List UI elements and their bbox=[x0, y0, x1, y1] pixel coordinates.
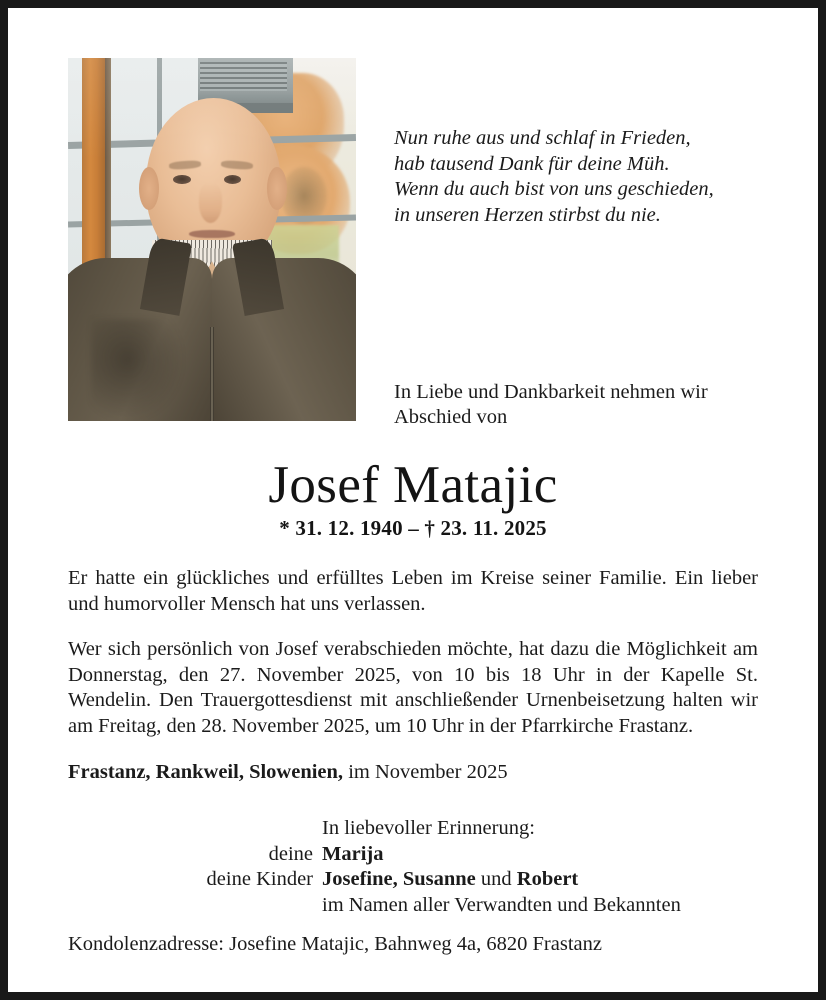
verse-line-2: hab tausend Dank für deine Müh. bbox=[394, 152, 670, 175]
balcony-louvers bbox=[200, 62, 286, 91]
family-block bbox=[68, 816, 758, 918]
family-row-children bbox=[68, 867, 758, 893]
deceased-name: Josef Matajic bbox=[268, 456, 558, 514]
verse-line-3: Wenn du auch bist von uns geschieden, bbox=[394, 178, 714, 200]
family-value-children bbox=[322, 867, 758, 893]
children-name-last: Robert bbox=[516, 868, 579, 890]
body-text bbox=[68, 566, 758, 785]
memorial-verse bbox=[394, 126, 774, 228]
top-section bbox=[8, 8, 818, 428]
spouse-name: Marija bbox=[322, 842, 384, 865]
family-heading-row bbox=[68, 816, 758, 842]
jacket-right-side bbox=[212, 258, 356, 421]
paragraph-funeral-details: Wer sich persönlich von Josef verabschieden möchte, hat dazu die Möglichkeit am Donnerstag, den 27. November 2025, von 10 bis 18 Uhr in der Kapelle St. Wendelin. Den Trauergottesdienst mit anschließender Urnenbeisetzung halten wir am Freitag, den 28. November 2025, um 10 Uhr in der Pfarrkirche Frastanz. bbox=[68, 638, 758, 737]
paragraph-life: Er hatte ein glückliches und erfülltes Leben im Kreise seiner Familie. Ein lieber und humorvoller Mensch hat uns verlassen. bbox=[68, 567, 758, 615]
family-value-spouse bbox=[322, 842, 758, 868]
portrait-photo bbox=[68, 58, 356, 421]
jacket-shadow bbox=[91, 319, 183, 421]
place-names: Frastanz, Rankweil, Slowenien, bbox=[68, 761, 344, 783]
family-label-spouse: deine bbox=[268, 842, 313, 865]
life-dates: * 31. 12. 1940 – † 23. 11. 2025 bbox=[279, 516, 547, 540]
family-label-children: deine Kinder bbox=[206, 868, 313, 890]
notice-inner bbox=[8, 8, 818, 992]
portrait-nose bbox=[199, 183, 222, 223]
jacket-zipper bbox=[210, 327, 214, 421]
portrait-ear-left bbox=[139, 167, 159, 211]
condolence-address: Kondolenzadresse: Josefine Matajic, Bahnweg 4a, 6820 Frastanz bbox=[68, 933, 602, 955]
photo-canvas bbox=[68, 58, 356, 421]
family-row-spouse bbox=[68, 842, 758, 868]
family-value-relatives: im Namen aller Verwandten und Bekannten bbox=[322, 893, 681, 916]
verse-line-4: in unseren Herzen stirbst du nie. bbox=[394, 203, 661, 226]
verse-line-1: Nun ruhe aus und schlaf in Frieden, bbox=[394, 127, 691, 149]
family-heading: In liebevoller Erinnerung: bbox=[322, 817, 535, 839]
farewell-intro: In Liebe und Dankbarkeit nehmen wir Abschied von bbox=[394, 381, 708, 428]
name-block bbox=[8, 456, 818, 541]
portrait-ear-right bbox=[267, 167, 287, 211]
family-row-relatives bbox=[68, 893, 758, 919]
children-names-first: Josefine, Susanne bbox=[322, 868, 476, 890]
children-conjunction: und bbox=[475, 868, 517, 890]
place-and-date-line bbox=[68, 759, 758, 785]
place-date: im November 2025 bbox=[343, 761, 508, 783]
